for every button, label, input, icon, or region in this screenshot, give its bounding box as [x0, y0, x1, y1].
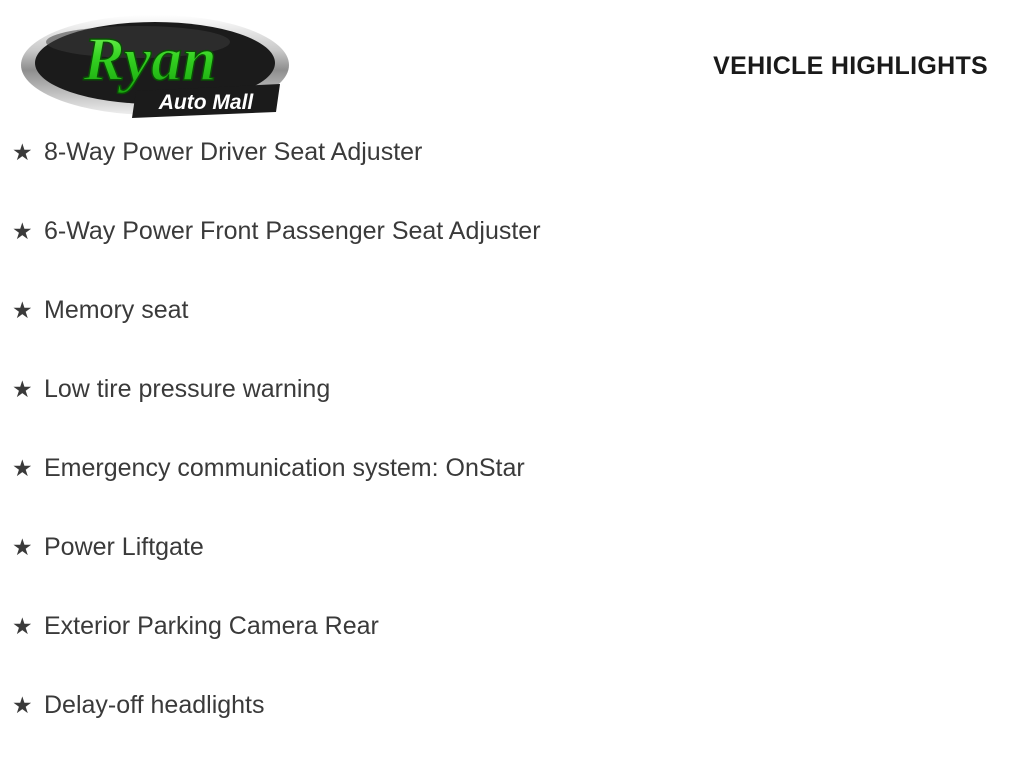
list-item-label: 6-Way Power Front Passenger Seat Adjuster	[44, 217, 541, 245]
star-icon: ★	[12, 692, 33, 718]
list-item	[0, 614, 1024, 693]
list-item-label: Exterior Parking Camera Rear	[44, 612, 379, 640]
star-icon: ★	[12, 613, 33, 639]
list-item-label: 8-Way Power Driver Seat Adjuster	[44, 138, 423, 166]
star-icon: ★	[12, 297, 33, 323]
page-header	[0, 0, 1024, 132]
star-icon: ★	[12, 534, 33, 560]
star-icon: ★	[12, 455, 33, 481]
list-item-label: Power Liftgate	[44, 533, 204, 561]
list-item	[0, 298, 1024, 377]
list-item	[0, 535, 1024, 614]
list-item-label: Memory seat	[44, 296, 189, 324]
list-item	[0, 456, 1024, 535]
svg-text:Ryan: Ryan	[83, 26, 217, 94]
list-item-label: Emergency communication system: OnStar	[44, 454, 525, 482]
page-title: VEHICLE HIGHLIGHTS	[713, 52, 988, 80]
star-icon: ★	[12, 139, 33, 165]
list-item-label: Delay-off headlights	[44, 691, 265, 719]
star-icon: ★	[12, 376, 33, 402]
list-item	[0, 377, 1024, 456]
svg-text:Auto Mall: Auto Mall	[158, 91, 254, 114]
list-item	[0, 219, 1024, 298]
vehicle-highlights-list	[0, 140, 1024, 772]
list-item	[0, 140, 1024, 219]
list-item-label: Low tire pressure warning	[44, 375, 331, 403]
ryan-auto-mall-logo	[18, 8, 293, 126]
list-item	[0, 693, 1024, 772]
star-icon: ★	[12, 218, 33, 244]
